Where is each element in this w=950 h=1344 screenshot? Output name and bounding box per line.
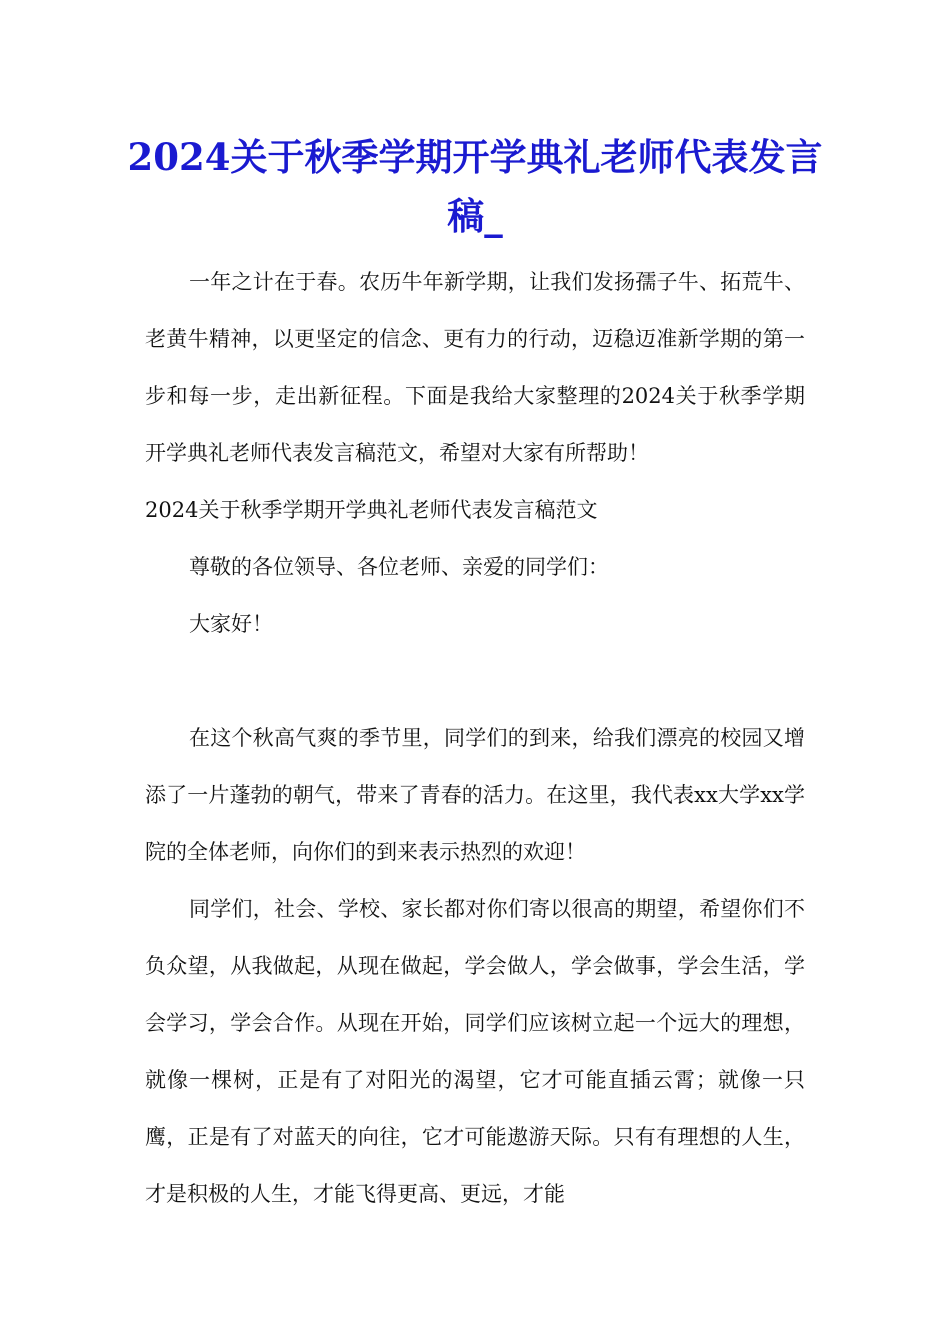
greeting-paragraph: 大家好！: [189, 612, 273, 636]
blank-line: [145, 653, 805, 710]
intro-paragraph: 一年之计在于春。农历牛年新学期，让我们发扬孺子牛、拓荒牛、老黄牛精神，以更坚定的信念、更有力的行动，迈稳迈准新学期的第一步和每一步，走出新征程。下面是我给大家整理的2024关于秋季学期开学典礼老师代表发言稿范文，希望对大家有所帮助！: [145, 270, 805, 465]
salutation-paragraph: 尊敬的各位领导、各位老师、亲爱的同学们：: [189, 555, 609, 579]
ideals-paragraph: 同学们，社会、学校、家长都对你们寄以很高的期望，希望你们不负众望，从我做起，从现在做起，学会做人，学会做事，学会生活，学会学习，学会合作。从现在开始，同学们应该树立起一个远大的理想，就像一棵树，正是有了对阳光的渴望，它才可能直插云霄；就像一只鹰，正是有了对蓝天的向往，它才可能遨游天际。只有有理想的人生，才是积极的人生，才能飞得更高、更远，才能: [145, 897, 805, 1206]
subtitle-paragraph: 2024关于秋季学期开学典礼老师代表发言稿范文: [145, 498, 598, 522]
document-title: 2024关于秋季学期开学典礼老师代表发言稿_: [127, 135, 823, 238]
welcome-paragraph: 在这个秋高气爽的季节里，同学们的到来，给我们漂亮的校园又增添了一片蓬勃的朝气，带来了青春的活力。在这里，我代表xx大学xx学院的全体老师，向你们的到来表示热烈的欢迎！: [145, 726, 805, 864]
document-body: [145, 254, 805, 1223]
